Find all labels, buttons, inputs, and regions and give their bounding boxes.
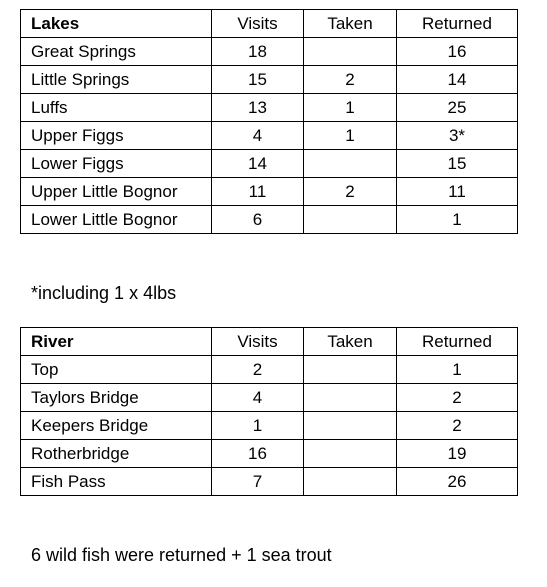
table-row [21, 440, 518, 468]
table-row [21, 412, 518, 440]
table-row [21, 468, 518, 496]
table-row [21, 66, 518, 94]
lakes-header-returned: Returned [397, 10, 518, 38]
lakes-name-cell: Lower Little Bognor [21, 206, 212, 234]
lakes-taken-cell [304, 150, 397, 178]
river-name-cell: Fish Pass [21, 468, 212, 496]
lakes-table-body [21, 38, 518, 234]
table-row [21, 94, 518, 122]
lakes-returned-cell: 16 [397, 38, 518, 66]
lakes-returned-cell: 25 [397, 94, 518, 122]
river-taken-cell [304, 440, 397, 468]
river-returned-cell: 1 [397, 356, 518, 384]
lakes-returned-cell: 1 [397, 206, 518, 234]
lakes-visits-cell: 6 [212, 206, 304, 234]
lakes-taken-cell: 2 [304, 178, 397, 206]
lakes-visits-cell: 15 [212, 66, 304, 94]
river-visits-cell: 1 [212, 412, 304, 440]
lakes-name-cell: Upper Little Bognor [21, 178, 212, 206]
lakes-visits-cell: 4 [212, 122, 304, 150]
lakes-name-cell: Upper Figgs [21, 122, 212, 150]
table-header-row [21, 328, 518, 356]
river-header-visits: Visits [212, 328, 304, 356]
river-name-cell: Taylors Bridge [21, 384, 212, 412]
river-returned-cell: 2 [397, 384, 518, 412]
river-returned-cell: 19 [397, 440, 518, 468]
river-returned-cell: 2 [397, 412, 518, 440]
river-taken-cell [304, 468, 397, 496]
river-visits-cell: 4 [212, 384, 304, 412]
lakes-returned-cell: 14 [397, 66, 518, 94]
table-header-row [21, 10, 518, 38]
lakes-visits-cell: 11 [212, 178, 304, 206]
river-name-cell: Rotherbridge [21, 440, 212, 468]
table-row [21, 178, 518, 206]
river-table [20, 327, 518, 496]
lakes-returned-cell: 3* [397, 122, 518, 150]
table-row [21, 206, 518, 234]
lakes-taken-cell: 1 [304, 94, 397, 122]
river-taken-cell [304, 384, 397, 412]
river-header-name: River [21, 328, 212, 356]
lakes-name-cell: Luffs [21, 94, 212, 122]
table-row [21, 122, 518, 150]
lakes-name-cell: Lower Figgs [21, 150, 212, 178]
river-name-cell: Top [21, 356, 212, 384]
lakes-footnote: *including 1 x 4lbs [31, 283, 177, 303]
table-row [21, 384, 518, 412]
lakes-returned-cell: 11 [397, 178, 518, 206]
summary-note: 6 wild fish were returned + 1 sea trout [31, 545, 332, 565]
lakes-taken-cell [304, 38, 397, 66]
lakes-taken-cell [304, 206, 397, 234]
lakes-visits-cell: 13 [212, 94, 304, 122]
river-visits-cell: 16 [212, 440, 304, 468]
lakes-visits-cell: 14 [212, 150, 304, 178]
river-name-cell: Keepers Bridge [21, 412, 212, 440]
lakes-name-cell: Great Springs [21, 38, 212, 66]
lakes-header-taken: Taken [304, 10, 397, 38]
table-row [21, 356, 518, 384]
lakes-taken-cell: 1 [304, 122, 397, 150]
table-row [21, 38, 518, 66]
river-taken-cell [304, 412, 397, 440]
lakes-header-visits: Visits [212, 10, 304, 38]
table-row [21, 150, 518, 178]
lakes-header-name: Lakes [21, 10, 212, 38]
river-header-taken: Taken [304, 328, 397, 356]
river-returned-cell: 26 [397, 468, 518, 496]
lakes-visits-cell: 18 [212, 38, 304, 66]
river-table-body [21, 356, 518, 496]
lakes-returned-cell: 15 [397, 150, 518, 178]
river-taken-cell [304, 356, 397, 384]
river-visits-cell: 7 [212, 468, 304, 496]
lakes-table [20, 9, 518, 234]
river-visits-cell: 2 [212, 356, 304, 384]
lakes-name-cell: Little Springs [21, 66, 212, 94]
river-header-returned: Returned [397, 328, 518, 356]
lakes-taken-cell: 2 [304, 66, 397, 94]
